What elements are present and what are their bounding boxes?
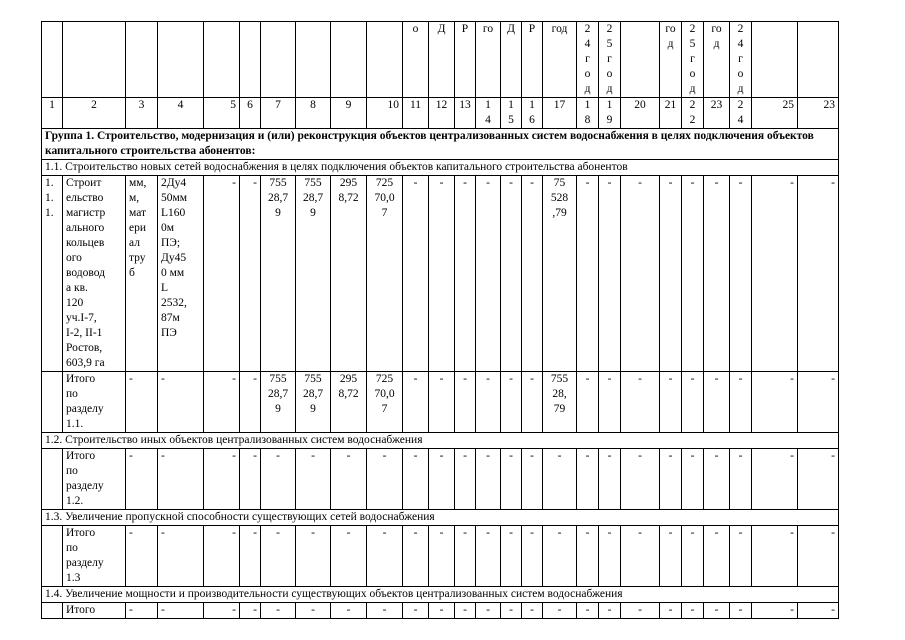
cell: - (367, 449, 403, 510)
cell: го д (704, 22, 730, 98)
cell: 2 4 (730, 98, 752, 129)
cell: - (621, 372, 660, 433)
cell: - (403, 603, 429, 619)
cell: - (682, 372, 704, 433)
cell (261, 22, 296, 98)
cell: - (204, 176, 240, 372)
cell: 13 (455, 98, 476, 129)
cell: - (429, 603, 455, 619)
cell: - (798, 449, 839, 510)
cell: 755 28,7 9 (261, 176, 296, 372)
cell: Р (522, 22, 543, 98)
cell (42, 526, 63, 587)
cell: - (501, 176, 522, 372)
section-1-3-heading-text: 1.3. Увеличение пропускной способности существующих сетей водоснабжения (42, 510, 839, 526)
cell: 1 9 (599, 98, 621, 129)
cell: 2Ду4 50мм L160 0м ПЭ; Ду45 0 мм L 2532, 87м ПЭ (158, 176, 204, 372)
cell: - (476, 176, 501, 372)
cell: - (455, 176, 476, 372)
cell: - (331, 526, 367, 587)
cell: - (522, 603, 543, 619)
cell: - (621, 603, 660, 619)
cell: - (455, 526, 476, 587)
cell: 2 2 (682, 98, 704, 129)
investment-program-table (41, 21, 839, 619)
cell: 3 (126, 98, 158, 129)
cell (42, 449, 63, 510)
cell: 5 (204, 98, 240, 129)
cell: - (704, 603, 730, 619)
cell: - (660, 449, 682, 510)
cell (367, 22, 403, 98)
cell: - (682, 449, 704, 510)
cell: 20 (621, 98, 660, 129)
cell: - (660, 526, 682, 587)
cell: - (240, 603, 261, 619)
cell: - (455, 372, 476, 433)
cell: 2 (63, 98, 126, 129)
cell: - (577, 526, 599, 587)
cell: - (522, 526, 543, 587)
section-1-4-heading (42, 587, 839, 603)
total-row-1-3 (42, 526, 839, 587)
cell: - (240, 372, 261, 433)
cell: 4 (158, 98, 204, 129)
cell: - (501, 603, 522, 619)
cell: - (429, 372, 455, 433)
cell: 755 28,7 9 (296, 176, 331, 372)
cell: - (660, 603, 682, 619)
cell: 75 528 ,79 (543, 176, 577, 372)
cell: - (798, 372, 839, 433)
cell: Строит ельство магистр ального кольцев ого водовод а кв. 120 уч.I-7, I-2, II-1 Ростов, 603,9 га (63, 176, 126, 372)
cell: - (704, 372, 730, 433)
cell: го (476, 22, 501, 98)
cell: - (126, 449, 158, 510)
cell: - (704, 526, 730, 587)
cell: 12 (429, 98, 455, 129)
cell: - (204, 526, 240, 587)
cell: - (798, 526, 839, 587)
cell: - (429, 176, 455, 372)
cell: - (367, 526, 403, 587)
cell: - (158, 449, 204, 510)
cell (331, 22, 367, 98)
cell: 10 (367, 98, 403, 129)
cell: 17 (543, 98, 577, 129)
cell: - (126, 603, 158, 619)
cell: - (543, 526, 577, 587)
cell: - (660, 372, 682, 433)
cell: - (429, 526, 455, 587)
cell: - (455, 603, 476, 619)
cell: - (621, 176, 660, 372)
cell: го д (660, 22, 682, 98)
cell: - (429, 449, 455, 510)
cell (798, 22, 839, 98)
cell: - (403, 176, 429, 372)
cell: 1 5 (501, 98, 522, 129)
cell: - (522, 176, 543, 372)
cell: о (403, 22, 429, 98)
cell: 725 70,0 7 (367, 372, 403, 433)
cell (752, 22, 798, 98)
section-1-3-heading (42, 510, 839, 526)
cell: - (522, 449, 543, 510)
cell: - (261, 449, 296, 510)
cell: 9 (331, 98, 367, 129)
cell: - (577, 372, 599, 433)
cell: 8 (296, 98, 331, 129)
cell: 1 4 (476, 98, 501, 129)
cell: - (730, 176, 752, 372)
cell: - (403, 526, 429, 587)
cell: Итого по разделу 1.3 (63, 526, 126, 587)
cell: - (501, 449, 522, 510)
cell: - (543, 449, 577, 510)
cell: - (331, 603, 367, 619)
cell: - (682, 176, 704, 372)
cell: - (204, 449, 240, 510)
cell: - (476, 603, 501, 619)
section-1-1-heading (42, 160, 839, 176)
cell: 2 5 г о д (682, 22, 704, 98)
group-title (42, 129, 839, 160)
cell (240, 22, 261, 98)
cell: год (543, 22, 577, 98)
cell: - (752, 603, 798, 619)
cell: 295 8,72 (331, 176, 367, 372)
cell: - (730, 603, 752, 619)
cell (621, 22, 660, 98)
cell: 23 (704, 98, 730, 129)
cell: - (126, 372, 158, 433)
cell: - (261, 603, 296, 619)
cell: - (577, 603, 599, 619)
cell (42, 603, 63, 619)
cell: - (577, 176, 599, 372)
section-1-2-heading (42, 433, 839, 449)
cell: - (455, 449, 476, 510)
cell: - (158, 603, 204, 619)
cell: - (730, 526, 752, 587)
cell: - (599, 603, 621, 619)
cell: - (476, 449, 501, 510)
cell (204, 22, 240, 98)
cell: - (403, 372, 429, 433)
cell: - (240, 176, 261, 372)
cell: - (599, 176, 621, 372)
cell: 1 8 (577, 98, 599, 129)
cell: Итого (63, 603, 126, 619)
total-row-1-4 (42, 603, 839, 619)
cell: - (752, 176, 798, 372)
cell: 755 28,7 9 (296, 372, 331, 433)
cell: Д (501, 22, 522, 98)
cell: - (126, 526, 158, 587)
cell: 2 4 г о д (577, 22, 599, 98)
section-1-1-heading-text: 1.1. Строительство новых сетей водоснабжения в целях подключения объектов капитального строительства абонентов (42, 160, 839, 176)
cell: - (204, 603, 240, 619)
cell: 2 5 г о д (599, 22, 621, 98)
cell: 23 (798, 98, 839, 129)
cell: - (331, 449, 367, 510)
cell: - (730, 372, 752, 433)
cell (158, 22, 204, 98)
cell: - (204, 372, 240, 433)
cell: 21 (660, 98, 682, 129)
cell: 11 (403, 98, 429, 129)
cell: - (752, 449, 798, 510)
cell: - (296, 603, 331, 619)
total-row-1-2 (42, 449, 839, 510)
cell: - (158, 526, 204, 587)
cell: - (240, 526, 261, 587)
cell: мм, м, мат ери ал тру б (126, 176, 158, 372)
cell: 295 8,72 (331, 372, 367, 433)
cell: - (296, 526, 331, 587)
cell: - (501, 526, 522, 587)
cell: - (682, 603, 704, 619)
section-1-2-heading-text: 1.2. Строительство иных объектов централизованных систем водоснабжения (42, 433, 839, 449)
cell (42, 372, 63, 433)
cell: - (501, 372, 522, 433)
cell: 1 (42, 98, 63, 129)
row-1-1-1 (42, 176, 839, 372)
cell: - (522, 372, 543, 433)
cell: - (476, 372, 501, 433)
cell (296, 22, 331, 98)
cell: 755 28, 79 (543, 372, 577, 433)
header-row (42, 22, 839, 98)
cell: 755 28,7 9 (261, 372, 296, 433)
cell: - (798, 176, 839, 372)
cell: - (621, 449, 660, 510)
cell: 1. 1. 1. (42, 176, 63, 372)
column-number-row (42, 98, 839, 129)
cell: - (158, 372, 204, 433)
cell: - (704, 449, 730, 510)
cell (126, 22, 158, 98)
cell: Итого по разделу 1.1. (63, 372, 126, 433)
cell: - (577, 449, 599, 510)
cell: - (752, 372, 798, 433)
cell: 7 (261, 98, 296, 129)
cell: - (403, 449, 429, 510)
cell: - (682, 526, 704, 587)
cell: 2 4 г о д (730, 22, 752, 98)
cell: - (621, 526, 660, 587)
cell: - (599, 372, 621, 433)
cell (42, 22, 63, 98)
cell: - (704, 176, 730, 372)
cell: Р (455, 22, 476, 98)
cell: - (599, 526, 621, 587)
cell: 725 70,0 7 (367, 176, 403, 372)
cell: - (798, 603, 839, 619)
total-row-1-1 (42, 372, 839, 433)
group-title-text: Группа 1. Строительство, модернизация и (или) реконструкция объектов централизованных систем водоснабжения в целях подключения объектов капитального строительства абонентов: (42, 129, 839, 160)
cell (63, 22, 126, 98)
cell: - (752, 526, 798, 587)
cell: - (730, 449, 752, 510)
section-1-4-heading-text: 1.4. Увеличение мощности и производительности существующих объектов централизованных систем водоснабжения (42, 587, 839, 603)
cell: 25 (752, 98, 798, 129)
cell: - (476, 526, 501, 587)
cell: - (240, 449, 261, 510)
cell: - (296, 449, 331, 510)
cell: Итого по разделу 1.2. (63, 449, 126, 510)
cell: 1 6 (522, 98, 543, 129)
cell: - (660, 176, 682, 372)
cell: Д (429, 22, 455, 98)
cell: - (599, 449, 621, 510)
cell: - (543, 603, 577, 619)
cell: - (261, 526, 296, 587)
cell: 6 (240, 98, 261, 129)
cell: - (367, 603, 403, 619)
